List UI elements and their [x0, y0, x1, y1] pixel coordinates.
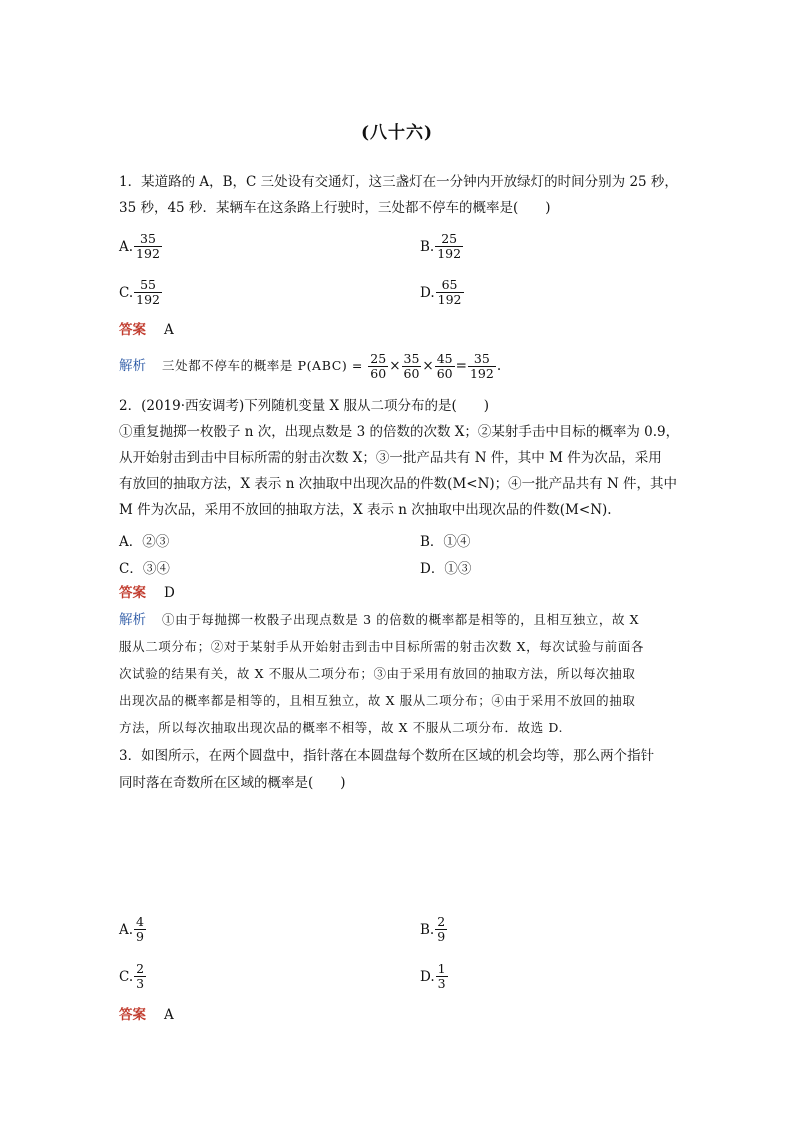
answer-label: 答案 [119, 585, 146, 601]
solution-label: 解析 [119, 612, 146, 628]
figure-placeholder [119, 805, 679, 905]
period: . [496, 358, 502, 374]
fraction: $\frac{65}{192}$ [437, 277, 462, 307]
equals-sign: = [455, 358, 467, 374]
answer-value: A [164, 322, 174, 338]
q1-option-b [420, 232, 464, 261]
option-label: B. [420, 921, 435, 938]
q3-option-d [420, 962, 449, 991]
fraction: $\frac{4}{9}$ [136, 914, 144, 944]
fraction: $\frac{35}{60}$ [403, 351, 420, 381]
option-label: A. [119, 238, 134, 255]
option-label: A. [119, 921, 134, 938]
q2-solution-line5: 方法，所以每次抽取出现次品的概率不相等，故 X 不服从二项分布．故选 D. [119, 720, 564, 735]
q2-solution-line2: 服从二项分布；②对于某射手从开始射击到击中目标所需的射击次数 X，每次试验与前面各 [119, 639, 644, 654]
option-label: C. [119, 968, 134, 985]
q2-stem-line3: 从开始射击到击中目标所需的射击次数 X；③一批产品共有 N 件，其中 M 件为次品，采用 [119, 450, 662, 466]
q3-stem-line2: 同时落在奇数所在区域的概率是( ) [119, 775, 346, 791]
option-label: C. [119, 284, 134, 301]
answer-label: 答案 [119, 322, 146, 338]
fraction: $\frac{25}{60}$ [370, 351, 387, 381]
q1-stem-line2: 35 秒，45 秒．某辆车在这条路上行驶时，三处都不停车的概率是( ) [119, 200, 551, 216]
q1-option-a [119, 232, 163, 261]
option-label: D. [420, 284, 435, 301]
q3-stem-line1: 3．如图所示，在两个圆盘中，指针落在本圆盘每个数所在区域的机会均等，那么两个指针 [119, 748, 655, 764]
q2-stem-line4: 有放回的抽取方法，X 表示 n 次抽取中出现次品的件数(M<N)；④一批产品共有 N 件，其中 [119, 476, 678, 492]
option-label: D. [420, 968, 435, 985]
solution-text: 三处都不停车的概率是 P(ABC) = [162, 358, 363, 373]
q3-option-b [420, 915, 448, 944]
fraction: $\frac{45}{60}$ [436, 351, 453, 381]
q2-stem-line1: 2．(2019·西安调考)下列随机变量 X 服从二项分布的是( ) [119, 398, 489, 414]
q3-option-a [119, 915, 147, 944]
fraction: $\frac{55}{192}$ [136, 277, 160, 307]
q1-option-c [119, 278, 163, 307]
solution-label: 解析 [119, 358, 146, 374]
q3-answer [119, 1005, 174, 1025]
q2-solution-line4: 出现次品的概率都是相等的，且相互独立，故 X 服从二项分布；④由于采用不放回的抽取 [119, 693, 636, 708]
q2-option-d: D．①③ [420, 561, 472, 577]
q3-option-c [119, 962, 147, 991]
q2-option-b: B．①④ [420, 534, 471, 550]
q2-answer [119, 583, 175, 603]
q1-stem-line1: 1．某道路的 A，B，C 三处设有交通灯，这三盏灯在一分钟内开放绿灯的时间分别为 25 秒， [119, 174, 678, 190]
answer-value: D [164, 585, 175, 601]
q1-solution [119, 352, 501, 381]
page-title: (八十六) [360, 123, 434, 143]
q1-answer [119, 320, 174, 340]
answer-value: A [164, 1007, 174, 1023]
q2-solution-line1: 解析 ①由于每抛掷一枚骰子出现点数是 3 的倍数的概率都是相等的，且相互独立，故 X [119, 612, 640, 628]
fraction: $\frac{35}{192}$ [136, 231, 160, 261]
option-label: B. [420, 238, 435, 255]
times-sign: × [422, 358, 434, 374]
q2-solution-line3: 次试验的结果有关，故 X 不服从二项分布；③由于采用有放回的抽取方法，所以每次抽取 [119, 666, 636, 681]
q2-option-c: C．③④ [119, 561, 170, 577]
answer-label: 答案 [119, 1007, 146, 1023]
q2-stem-line2: ①重复抛掷一枚骰子 n 次，出现点数是 3 的倍数的次数 X；②某射手击中目标的概率为 0.9， [119, 424, 680, 440]
fraction: $\frac{2}{9}$ [437, 914, 446, 944]
times-sign: × [389, 358, 401, 374]
fraction: $\frac{25}{192}$ [437, 231, 462, 261]
q2-stem-line5: M 件为次品，采用不放回的抽取方法，X 表示 n 次抽取中出现次品的件数(M<N). [119, 502, 612, 518]
fraction: $\frac{2}{3}$ [136, 961, 145, 991]
q2-option-a: A．②③ [119, 534, 170, 550]
fraction: $\frac{1}{3}$ [437, 961, 446, 991]
fraction: $\frac{35}{192}$ [469, 351, 494, 381]
q1-option-d [420, 278, 465, 307]
